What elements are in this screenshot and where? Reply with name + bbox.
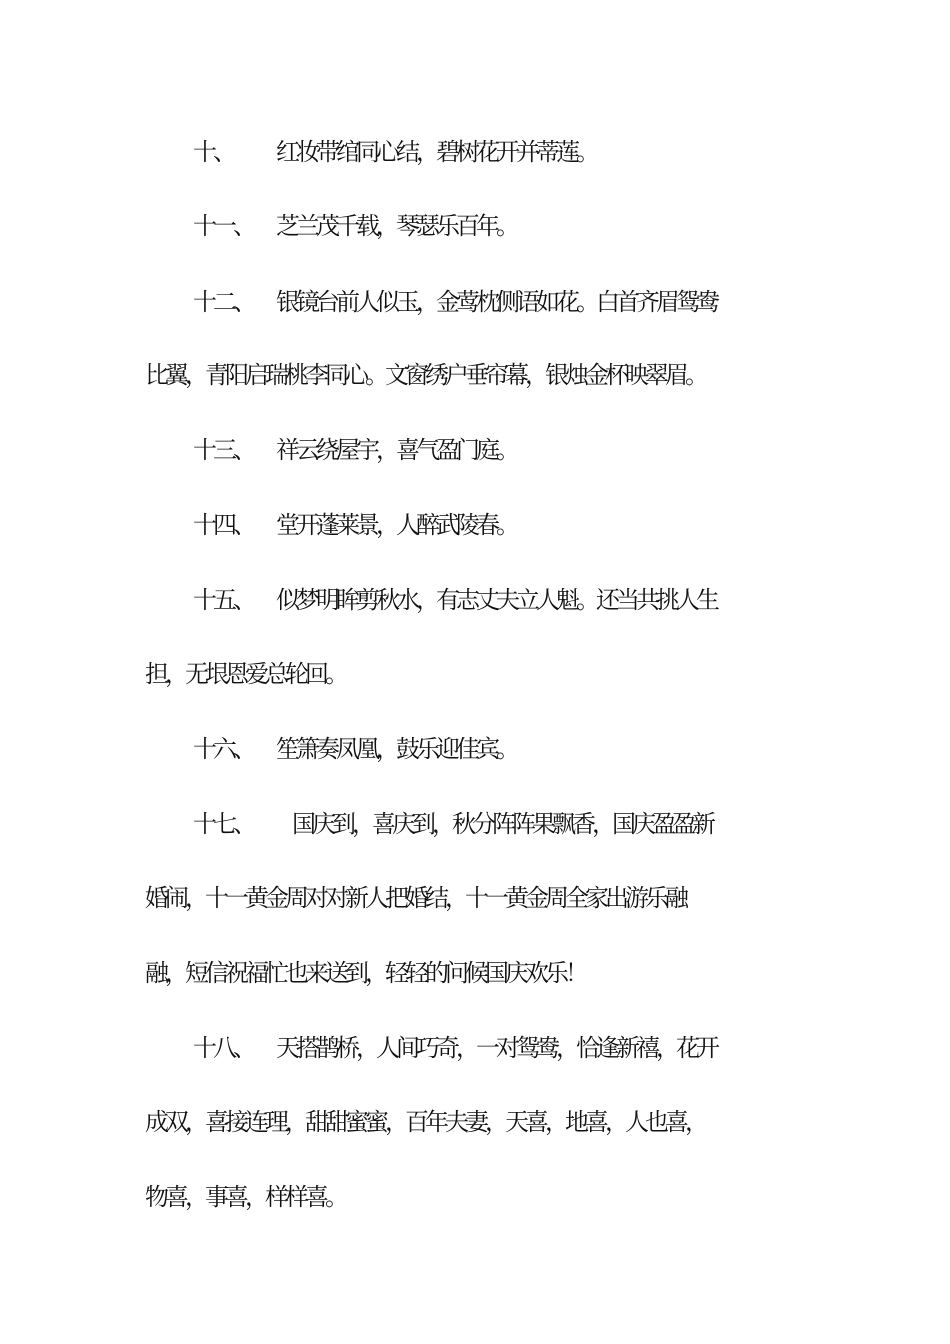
item-text: 担，无垠恩爱总轮回。 [145, 660, 345, 688]
item-number: 十五、 [193, 586, 253, 614]
item-text: 堂开蓬莱景，人醉武陵春。 [276, 511, 516, 539]
item-number: 十、 [193, 138, 233, 166]
item-text: 银镜台前人似玉，金莺枕侧语如花。白首齐眉鸳鸯 [276, 288, 716, 316]
paragraph-14-line-1 [193, 505, 883, 545]
item-text: 祥云绕屋宇，喜气盈门庭。 [276, 436, 516, 464]
item-text: 婚闹，十一黄金周对对新人把婚结，十一黄金周全家出游乐融 [145, 884, 685, 912]
item-text: 红妆带绾同心结，碧树花开并蒂莲。 [276, 138, 596, 166]
paragraph-10-line-1 [193, 132, 883, 172]
item-text: 笙箫奏凤凰，鼓乐迎佳宾。 [276, 735, 516, 763]
paragraph-15-line-1 [193, 580, 883, 620]
item-number: 十一、 [193, 212, 253, 240]
paragraph-13-line-1 [193, 430, 883, 470]
item-number: 十四、 [193, 511, 253, 539]
paragraph-15-line-2 [145, 654, 835, 694]
paragraph-18-line-1 [193, 1028, 883, 1068]
item-text: 天搭鹊桥，人间巧奇，一对鸳鸯，恰逢新禧，花开 [276, 1034, 716, 1062]
item-text: 国庆到，喜庆到，秋分阵阵果飘香，国庆盈盈新 [292, 810, 712, 838]
item-number: 十三、 [193, 436, 253, 464]
item-text: 物喜，事喜，样样喜。 [145, 1183, 345, 1211]
item-text: 比翼，青阳启瑞桃李同心。文窗绣户垂帘幕，银烛金杯映翠眉。 [145, 361, 705, 389]
paragraph-12-line-2 [145, 355, 835, 395]
paragraph-11-line-1 [193, 206, 883, 246]
item-text: 芝兰茂千载，琴瑟乐百年。 [276, 212, 516, 240]
item-text: 融，短信祝福忙也来送到，轻轻的问候国庆欢乐！ [145, 959, 585, 987]
item-number: 十二、 [193, 288, 253, 316]
item-number: 十六、 [193, 735, 253, 763]
item-text: 成双，喜接连理，甜甜蜜蜜，百年夫妻，天喜，地喜，人也喜， [145, 1108, 705, 1136]
item-number: 十八、 [193, 1034, 253, 1062]
paragraph-17-line-1 [193, 804, 883, 844]
item-number: 十七、 [193, 810, 253, 838]
paragraph-16-line-1 [193, 729, 883, 769]
paragraph-18-line-3 [145, 1177, 835, 1217]
paragraph-17-line-2 [145, 878, 835, 918]
item-text: 似梦明眸剪秋水，有志丈夫立人魁。还当共挑人生 [276, 586, 716, 614]
paragraph-17-line-3 [145, 953, 835, 993]
paragraph-12-line-1 [193, 282, 883, 322]
paragraph-18-line-2 [145, 1102, 835, 1142]
